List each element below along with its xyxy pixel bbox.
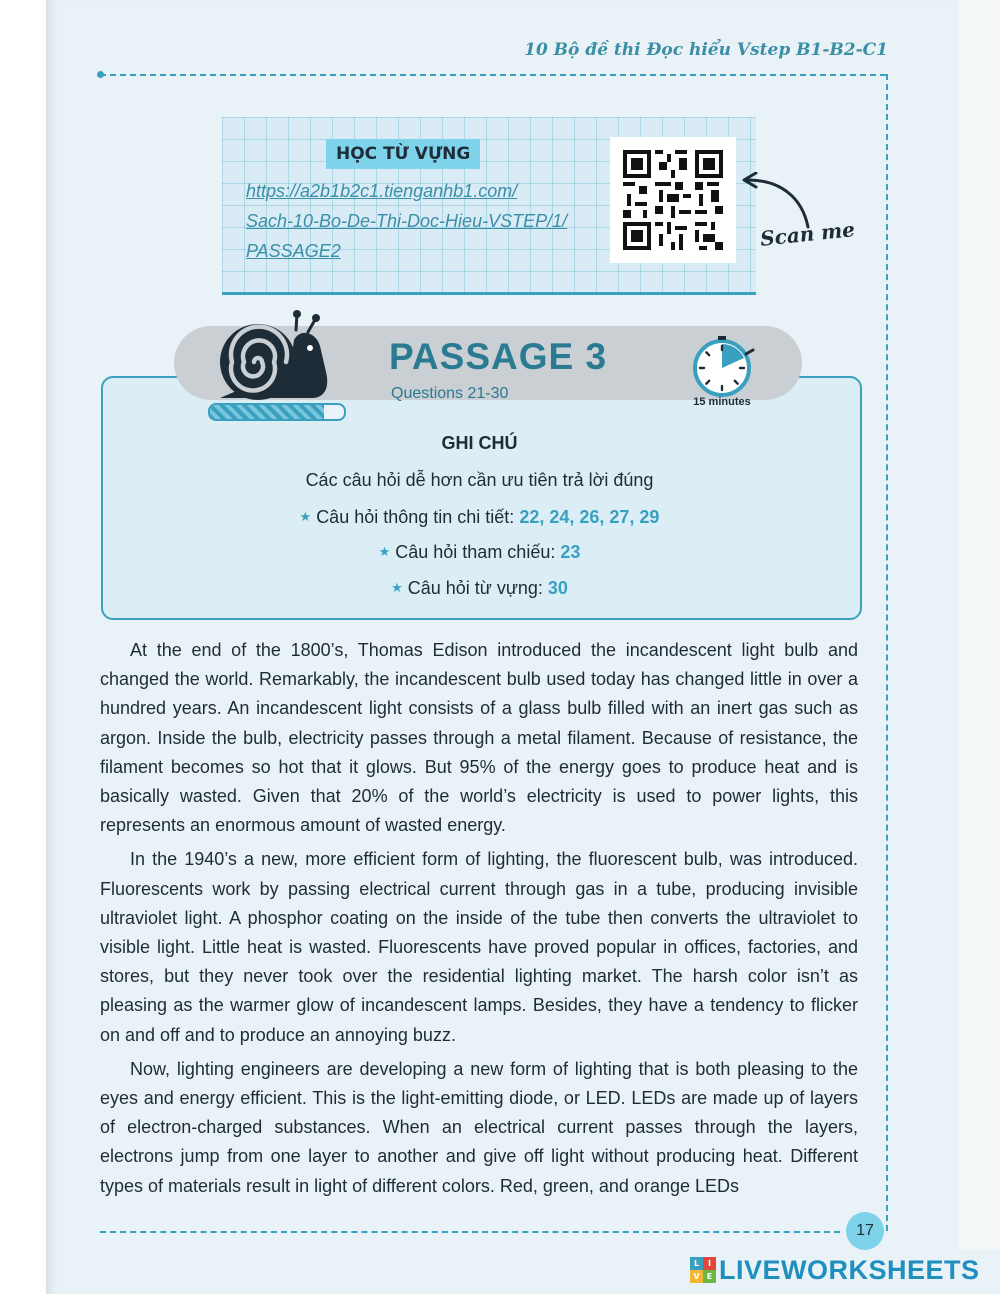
watermark-text: LIVEWORKSHEETS xyxy=(719,1254,980,1285)
notes-title: GHI CHÚ xyxy=(441,433,518,453)
qr-code-icon xyxy=(623,150,723,250)
logo-letter: L xyxy=(690,1257,703,1270)
star-icon: ★ xyxy=(391,580,403,595)
note-item-label: Câu hỏi thông tin chi tiết: xyxy=(316,507,515,527)
note-item-numbers: 23 xyxy=(560,542,581,562)
liveworksheets-logo-icon xyxy=(690,1257,716,1283)
page-number: 17 xyxy=(846,1212,884,1250)
note-item-label: Câu hỏi từ vựng: xyxy=(407,578,543,598)
vocab-link-line: https://a2b1b2c1.tienganhb1.com/ xyxy=(246,181,518,201)
note-item-label: Câu hỏi tham chiếu: xyxy=(395,542,556,562)
vocab-link-line: Sach-10-Bo-De-Thi-Doc-Hieu-VSTEP/1/ xyxy=(246,211,568,231)
logo-letter: E xyxy=(703,1270,716,1283)
note-item-numbers: 30 xyxy=(547,578,568,598)
passage-title: PASSAGE 3 xyxy=(389,336,608,377)
timer-icon xyxy=(688,334,756,398)
note-item-numbers: 22, 24, 26, 27, 29 xyxy=(519,507,660,527)
passage-questions: Questions 21-30 xyxy=(391,385,509,402)
vocab-title: HỌC TỪ VỰNG xyxy=(326,139,480,169)
notes-intro: Các câu hỏi dễ hơn cần ưu tiên trả lời đúng xyxy=(305,470,654,490)
liveworksheets-watermark xyxy=(690,1254,980,1286)
qr-code[interactable] xyxy=(610,137,736,263)
progress-fill xyxy=(210,405,324,419)
timer-label: 15 minutes xyxy=(693,396,751,408)
vocab-link[interactable] xyxy=(246,176,606,266)
right-divider xyxy=(886,74,888,1231)
book-title: 10 Bộ đề thi Đọc hiểu Vstep B1-B2-C1 xyxy=(524,40,888,60)
page-edge xyxy=(958,0,1000,1250)
top-divider xyxy=(100,74,886,76)
reading-progress-bar xyxy=(208,403,346,421)
note-item xyxy=(101,578,858,599)
snail-icon xyxy=(200,310,335,406)
vocab-card xyxy=(222,117,756,295)
star-icon: ★ xyxy=(378,544,391,559)
note-item xyxy=(101,542,858,563)
bottom-divider xyxy=(100,1231,840,1233)
paragraph: In the 1940’s a new, more efficient form of lighting, the fluorescent bulb, was introduced. Fluorescents work by passing electrical current through gas in a tube, producing invisible ultraviolet light. A phosphor coating on the inside of the tube then converts the ultraviolet to visible light. Little heat is wasted. Fluorescents have proved popular in offices, factories, and stores, but they never took over the residential lighting market. The harsh color isn’t as pleasing as the warmer glow of incandescent lamps. Besides, they have a tendency to flicker on and off and to produce an annoying buzz. xyxy=(100,849,858,1045)
note-item xyxy=(101,507,858,528)
logo-letter: I xyxy=(703,1257,716,1270)
scan-me-label: Scan me xyxy=(759,217,856,251)
paragraph: Now, lighting engineers are developing a new form of lighting that is both pleasing to the eyes and energy efficient. This is the light-emitting diode, or LED. LEDs are made up of layers of electron-charged substances. When an electrical current passes through the layers, electrons jump from one layer to another and give off light without producing heat. Different types of materials result in light of different colors. Red, green, and orange LEDs xyxy=(100,1058,858,1196)
passage-body xyxy=(100,636,858,1206)
paragraph: At the end of the 1800’s, Thomas Edison introduced the incandescent light bulb and changed the world. Remarkably, the incandescent bulb used today has changed little in over a hundred years. An incandescent light consists of a glass bulb filled with an inert gas such as argon. Inside the bulb, electricity passes through a metal filament. Because of resistance, the filament becomes so hot that it glows. But 95% of the energy goes to produce heat and is basically wasted. Given that 20% of the world’s electricity is used to power lights, this represents an enormous amount of wasted energy. xyxy=(100,640,858,836)
star-icon: ★ xyxy=(299,509,312,524)
vocab-link-line: PASSAGE2 xyxy=(246,241,341,261)
logo-letter: V xyxy=(690,1270,703,1283)
